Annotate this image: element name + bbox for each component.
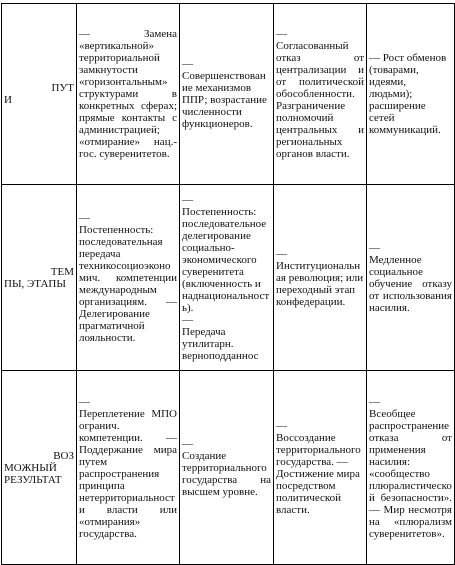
cell-text: — Замена «вертикальной» территориальной замкнутости «горизонтальным» структурами в конкретных сферах; прямые контакты с администрацией; «отмирание» нац.-гос. суверенитетов.	[79, 28, 177, 160]
table-cell	[274, 371, 367, 565]
table-cell	[274, 4, 367, 185]
cell-text: — Постепенность: последовательное делегирование социально-экономического суверенитета (включенность и наднациональность). — Передача утилитарн. верноподданнос	[182, 193, 270, 362]
row-header-line1: ВОЗ	[53, 449, 74, 462]
cell-text: — Институциональная революция; или переходный этап конфедерации.	[276, 247, 364, 308]
table-cell	[77, 4, 180, 185]
row-header-line1: ТЕМ	[50, 265, 74, 278]
comparison-table	[1, 3, 455, 565]
table-cell	[77, 185, 180, 371]
table-cell	[180, 185, 274, 371]
row-header-line1: ПУТ	[51, 82, 74, 94]
cell-text: — Совершенствование механизмов ППР; возрастание численности функционеров.	[182, 58, 267, 130]
table-cell	[180, 371, 274, 565]
table-row-stages	[2, 185, 455, 371]
row-header-line2: И	[4, 94, 12, 106]
table-cell	[367, 371, 455, 565]
row-header-stages	[2, 185, 77, 371]
table-cell	[180, 4, 274, 185]
table-row-paths	[2, 4, 455, 185]
table-cell	[77, 371, 180, 565]
row-header-line2: ПЫ, ЭТАПЫ	[4, 277, 66, 290]
table-cell	[367, 4, 455, 185]
table-cell	[274, 185, 367, 371]
cell-text: — Постепенность: последовательная передача техникосоциоэкономич. компетенции международным организациям. — Делегирование прагматичной лояльности.	[79, 211, 177, 344]
row-header-results	[2, 371, 77, 565]
row-header-paths	[2, 4, 77, 185]
cell-text: — Всеобщее распространение отказа от применения насилия: «сообщество плюралистической безопасности». — Мир несмотря на «плюрализм суверенитетов».	[369, 395, 452, 540]
cell-text: — Рост обменов (товарами, идеями, людьми); расширение сетей коммуникаций.	[369, 52, 447, 136]
cell-text: — Создание территориального государства на высшем уровне.	[182, 437, 271, 498]
cell-text: — Воссоздание территориального государства. — Достижение мира посредством политической власти.	[276, 419, 361, 516]
table-cell	[367, 185, 455, 371]
row-header-line2: МОЖНЫЙ РЕЗУЛЬТАТ	[4, 461, 62, 486]
cell-text: — Согласованный отказ от централизации и от политической обособленности. Разграничение полномочий центральных и региональных органов власти.	[276, 28, 364, 160]
cell-text: — Медленное социальное обучение отказу от использования насилия.	[369, 241, 452, 314]
table-row-results	[2, 371, 455, 565]
cell-text: — Переплетение МПО огранич. компетенции. — Поддержание мира путем распространения принципа нетерриториальности власти или «отмирания» государства.	[79, 395, 177, 540]
